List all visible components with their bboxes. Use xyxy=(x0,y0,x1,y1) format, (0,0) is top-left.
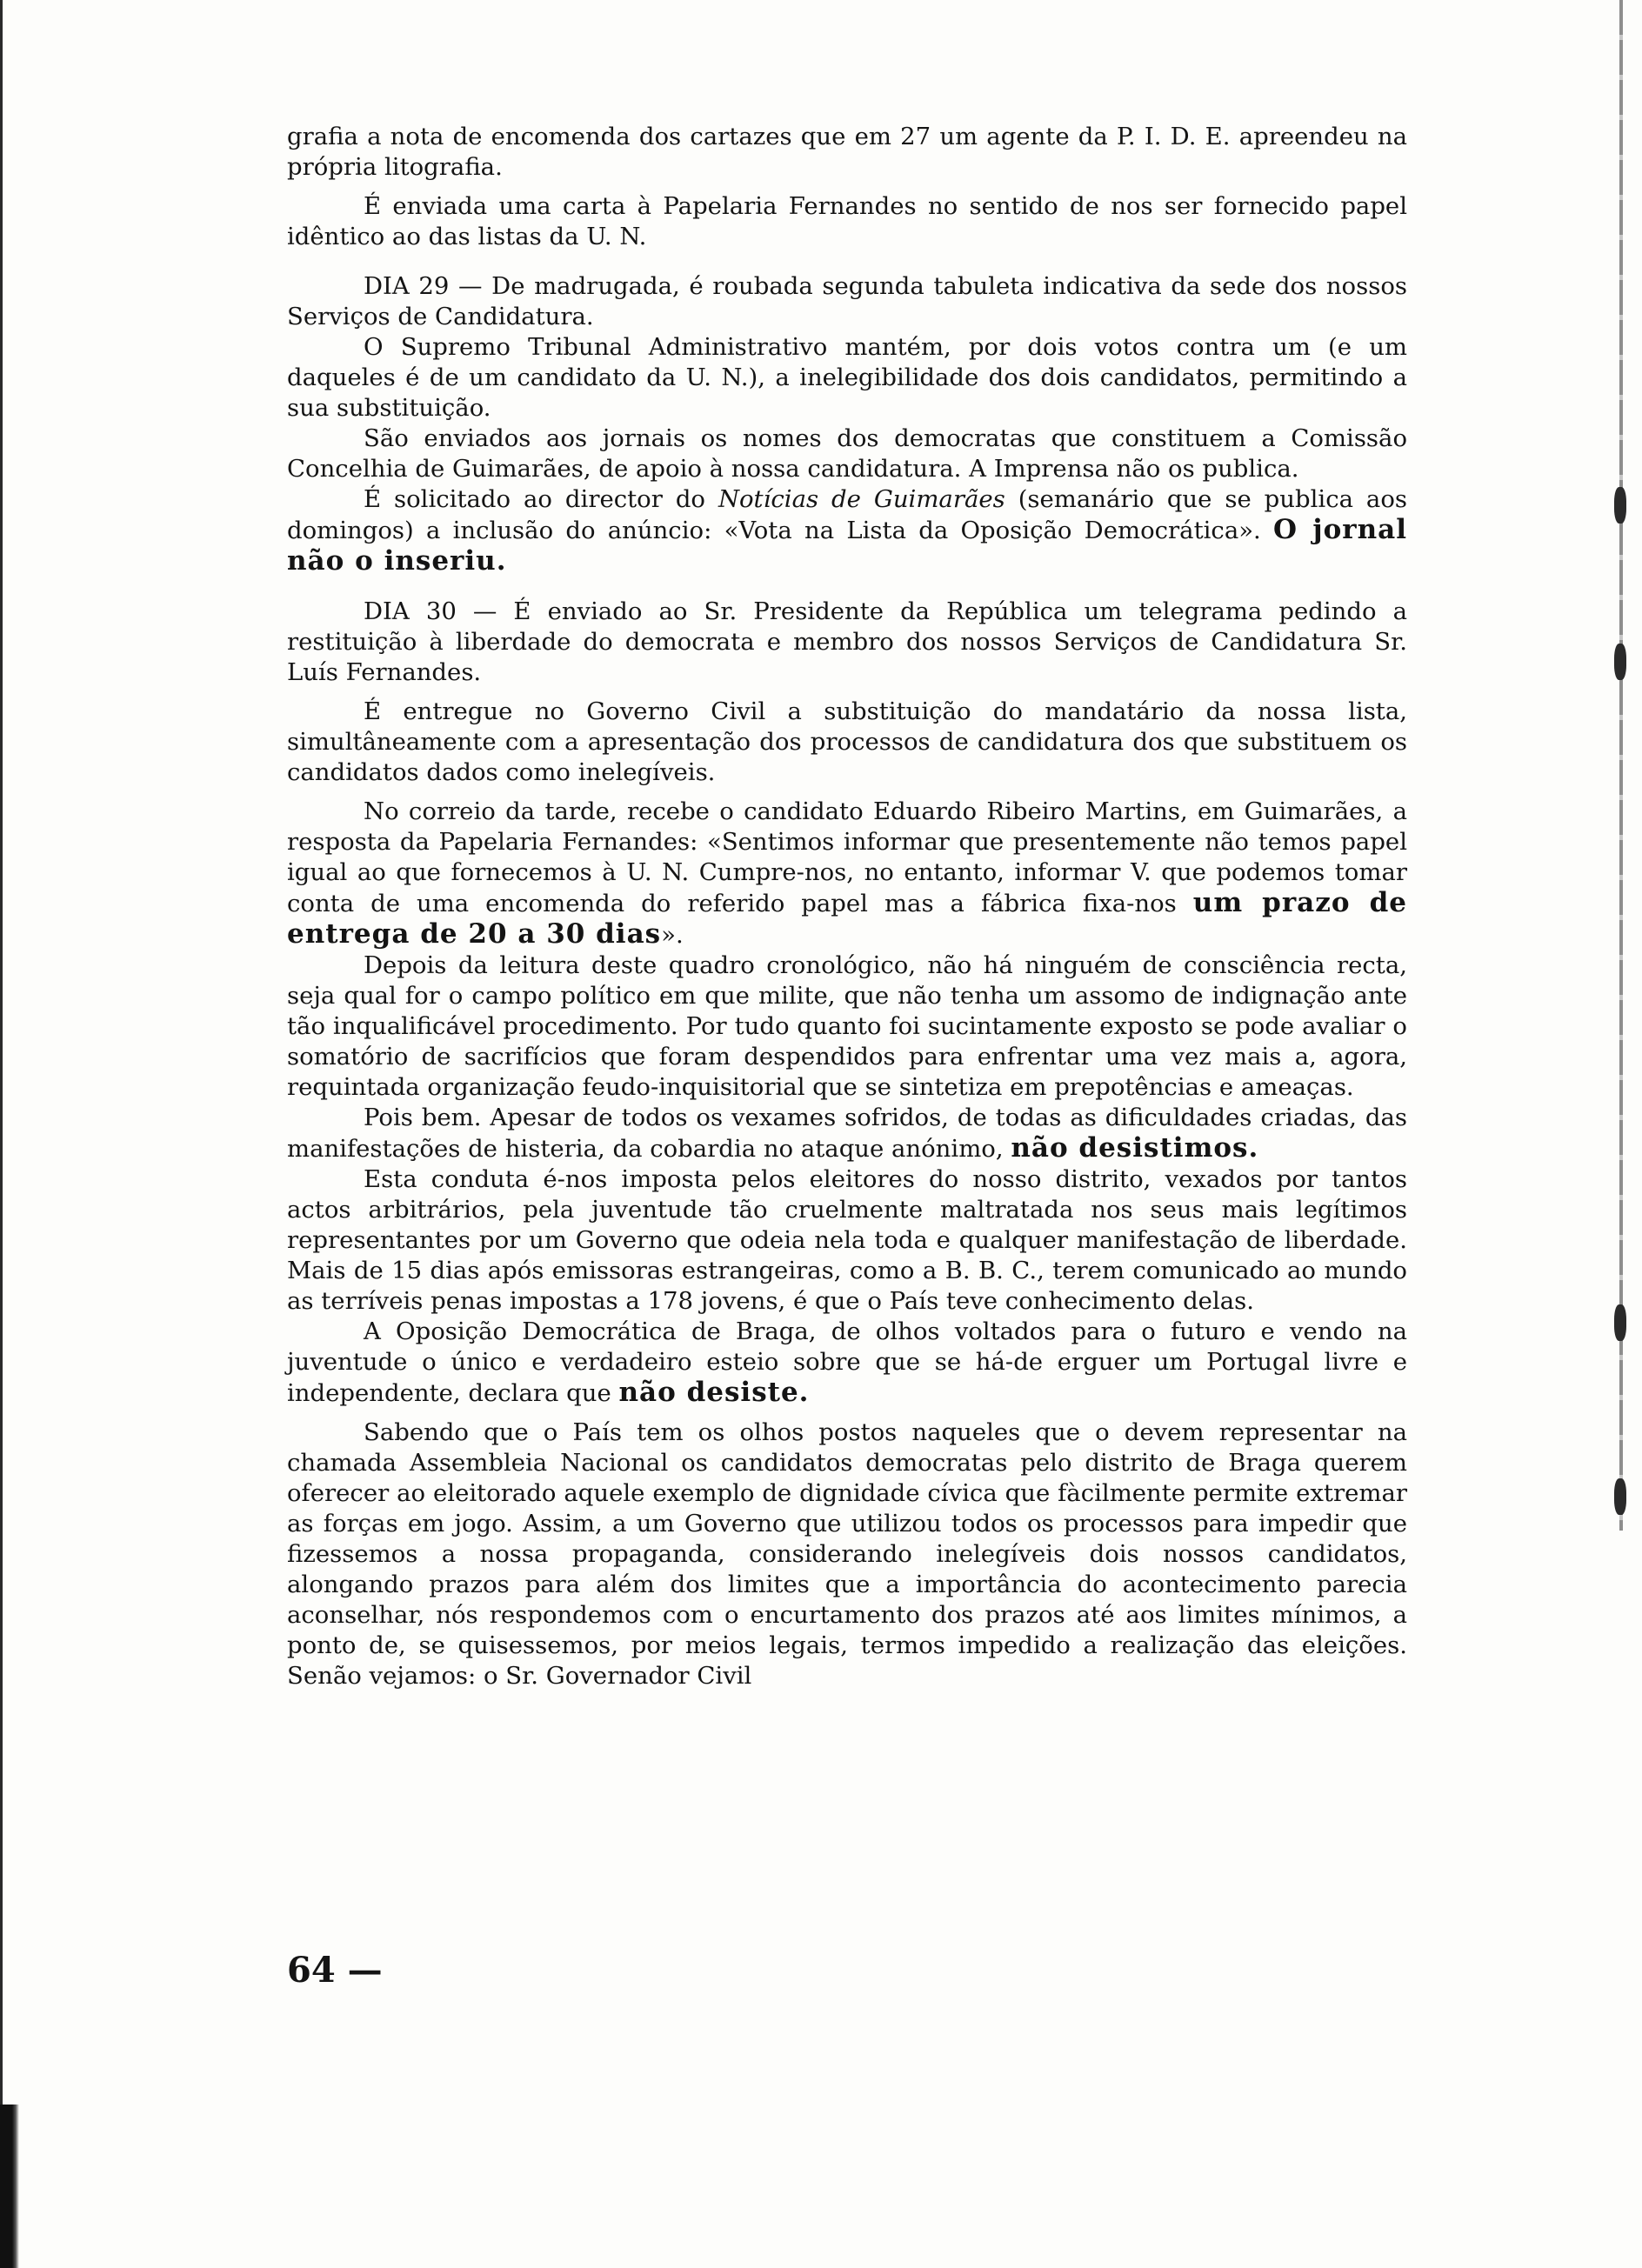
left-page-edge xyxy=(0,0,3,2268)
page-number: 64 — xyxy=(287,1950,383,1991)
paragraph xyxy=(287,697,1407,788)
text-run: Sabendo que o País tem os olhos postos naqueles que o devem representar na chamada Assembleia Nacional os candidatos democratas pelo distrito de Braga querem oferecer ao eleitorado aquele exemplo de dignidade cívica que fàcilmente permite extremar as forças em jogo. Assim, a um Governo que utilizou todos os processos para impedir que fizessemos a nossa propaganda, considerando inelegíveis dois nossos candidatos, alongando prazos para além dos limites que a importância do acontecimento parecia aconselhar, nós respondemos com o encurtamento dos prazos até aos limites mínimos, a ponto de, se quisessemos, por meios legais, termos impedido a realização das eleições. Senão vejamos: o Sr. Governador Civil xyxy=(287,1418,1407,1690)
right-page-edge xyxy=(1619,0,1623,1531)
paragraph xyxy=(287,597,1407,688)
paragraph xyxy=(287,424,1407,484)
right-edge-mark xyxy=(1614,1304,1626,1341)
paragraph xyxy=(287,122,1407,183)
paragraph xyxy=(287,1317,1407,1409)
left-page-edge-shadow xyxy=(0,2105,19,2268)
paragraph xyxy=(287,271,1407,332)
text-run: Depois da leitura deste quadro cronológico, não há ninguém de consciência recta, seja qual for o campo político em que milite, que não tenha um assomo de indignação ante tão inqualificável procedimento. Por tudo quanto foi sucintamente exposto se pode avaliar o somatório de sacrifícios que foram despendidos para enfrentar uma vez mais a, agora, requintada organização feudo-inquisitorial que se sintetiza em prepotências e ameaças. xyxy=(287,951,1407,1101)
right-edge-mark xyxy=(1614,1478,1626,1515)
text-run: É enviada uma carta à Papelaria Fernandes no sentido de nos ser fornecido papel idêntico ao das listas da U. N. xyxy=(287,192,1407,250)
paragraph xyxy=(287,951,1407,1103)
paragraph xyxy=(287,484,1407,577)
text-run: DIA 30 — É enviado ao Sr. Presidente da República um telegrama pedindo a restituição à liberdade do democrata e membro dos nossos Serviços de Candidatura Sr. Luís Fernandes. xyxy=(287,597,1407,686)
bold-emphasis-text: não desiste. xyxy=(618,1377,810,1408)
bold-emphasis-text: O jornal não o inseriu. xyxy=(287,514,1407,577)
right-edge-mark xyxy=(1614,487,1626,524)
paragraph xyxy=(287,1164,1407,1317)
text-run: É entregue no Governo Civil a substituição do mandatário da nossa lista, simultâneamente com a apresentação dos processos de candidatura dos que substituem os candidatos dados como inelegíveis. xyxy=(287,697,1407,786)
bold-emphasis-text: um prazo de entrega de 20 a 30 dias xyxy=(287,887,1407,950)
right-edge-mark xyxy=(1614,644,1626,680)
text-run: (semanário que se publica aos domingos) a inclusão do anúncio: «Vota na Lista da Oposição Democrática». xyxy=(287,485,1407,544)
text-run: O Supremo Tribunal Administrativo mantém, por dois votos contra um (e um daqueles é de um candidato da U. N.), a inelegibilidade dos dois candidatos, permitindo a sua substituição. xyxy=(287,333,1407,422)
paragraph xyxy=(287,332,1407,424)
bold-emphasis-text: não desistimos. xyxy=(1011,1132,1259,1164)
text-run: DIA 29 — De madrugada, é roubada segunda tabuleta indicativa da sede dos nossos Serviços de Candidatura. xyxy=(287,272,1407,330)
paragraph xyxy=(287,1418,1407,1691)
paragraph xyxy=(287,191,1407,252)
text-run: Esta conduta é-nos imposta pelos eleitores do nosso distrito, vexados por tantos actos arbitrários, pela juventude tão cruelmente maltratada nos seus mais legítimos representantes por um Governo que odeia nela toda e qualquer manifestação de liberdade. Mais de 15 dias após emissoras estrangeiras, como a B. B. C., terem comunicado ao mundo as terríveis penas impostas a 178 jovens, é que o País teve conhecimento delas. xyxy=(287,1165,1407,1315)
body-text xyxy=(287,122,1407,1691)
text-run: No correio da tarde, recebe o candidato Eduardo Ribeiro Martins, em Guimarães, a resposta da Papelaria Fernandes: «Sentimos informar que presentemente não temos papel igual ao que fornecemos à U. N. Cumpre-nos, no entanto, informar V. que podemos tomar conta de uma encomenda do referido papel mas a fábrica fixa-nos xyxy=(287,797,1407,917)
text-run: Pois bem. Apesar de todos os vexames sofridos, de todas as dificuldades criadas, das manifestações de histeria, da cobardia no ataque anónimo, xyxy=(287,1104,1407,1163)
text-run: grafia a nota de encomenda dos cartazes que em 27 um agente da P. I. D. E. apreendeu na própria litografia. xyxy=(287,123,1407,181)
italic-text: Notícias de Guimarães xyxy=(718,485,1005,513)
text-run: É solicitado ao director do xyxy=(364,485,718,513)
text-run: São enviados aos jornais os nomes dos democratas que constituem a Comissão Concelhia de Guimarães, de apoio à nossa candidatura. A Imprensa não os publica. xyxy=(287,424,1407,483)
text-run: ». xyxy=(661,921,684,949)
paragraph xyxy=(287,1103,1407,1164)
paragraph xyxy=(287,797,1407,951)
text-run: A Oposição Democrática de Braga, de olhos voltados para o futuro e vendo na juventude o único e verdadeiro esteio sobre que se há-de erguer um Portugal livre e independente, declara que xyxy=(287,1317,1407,1407)
